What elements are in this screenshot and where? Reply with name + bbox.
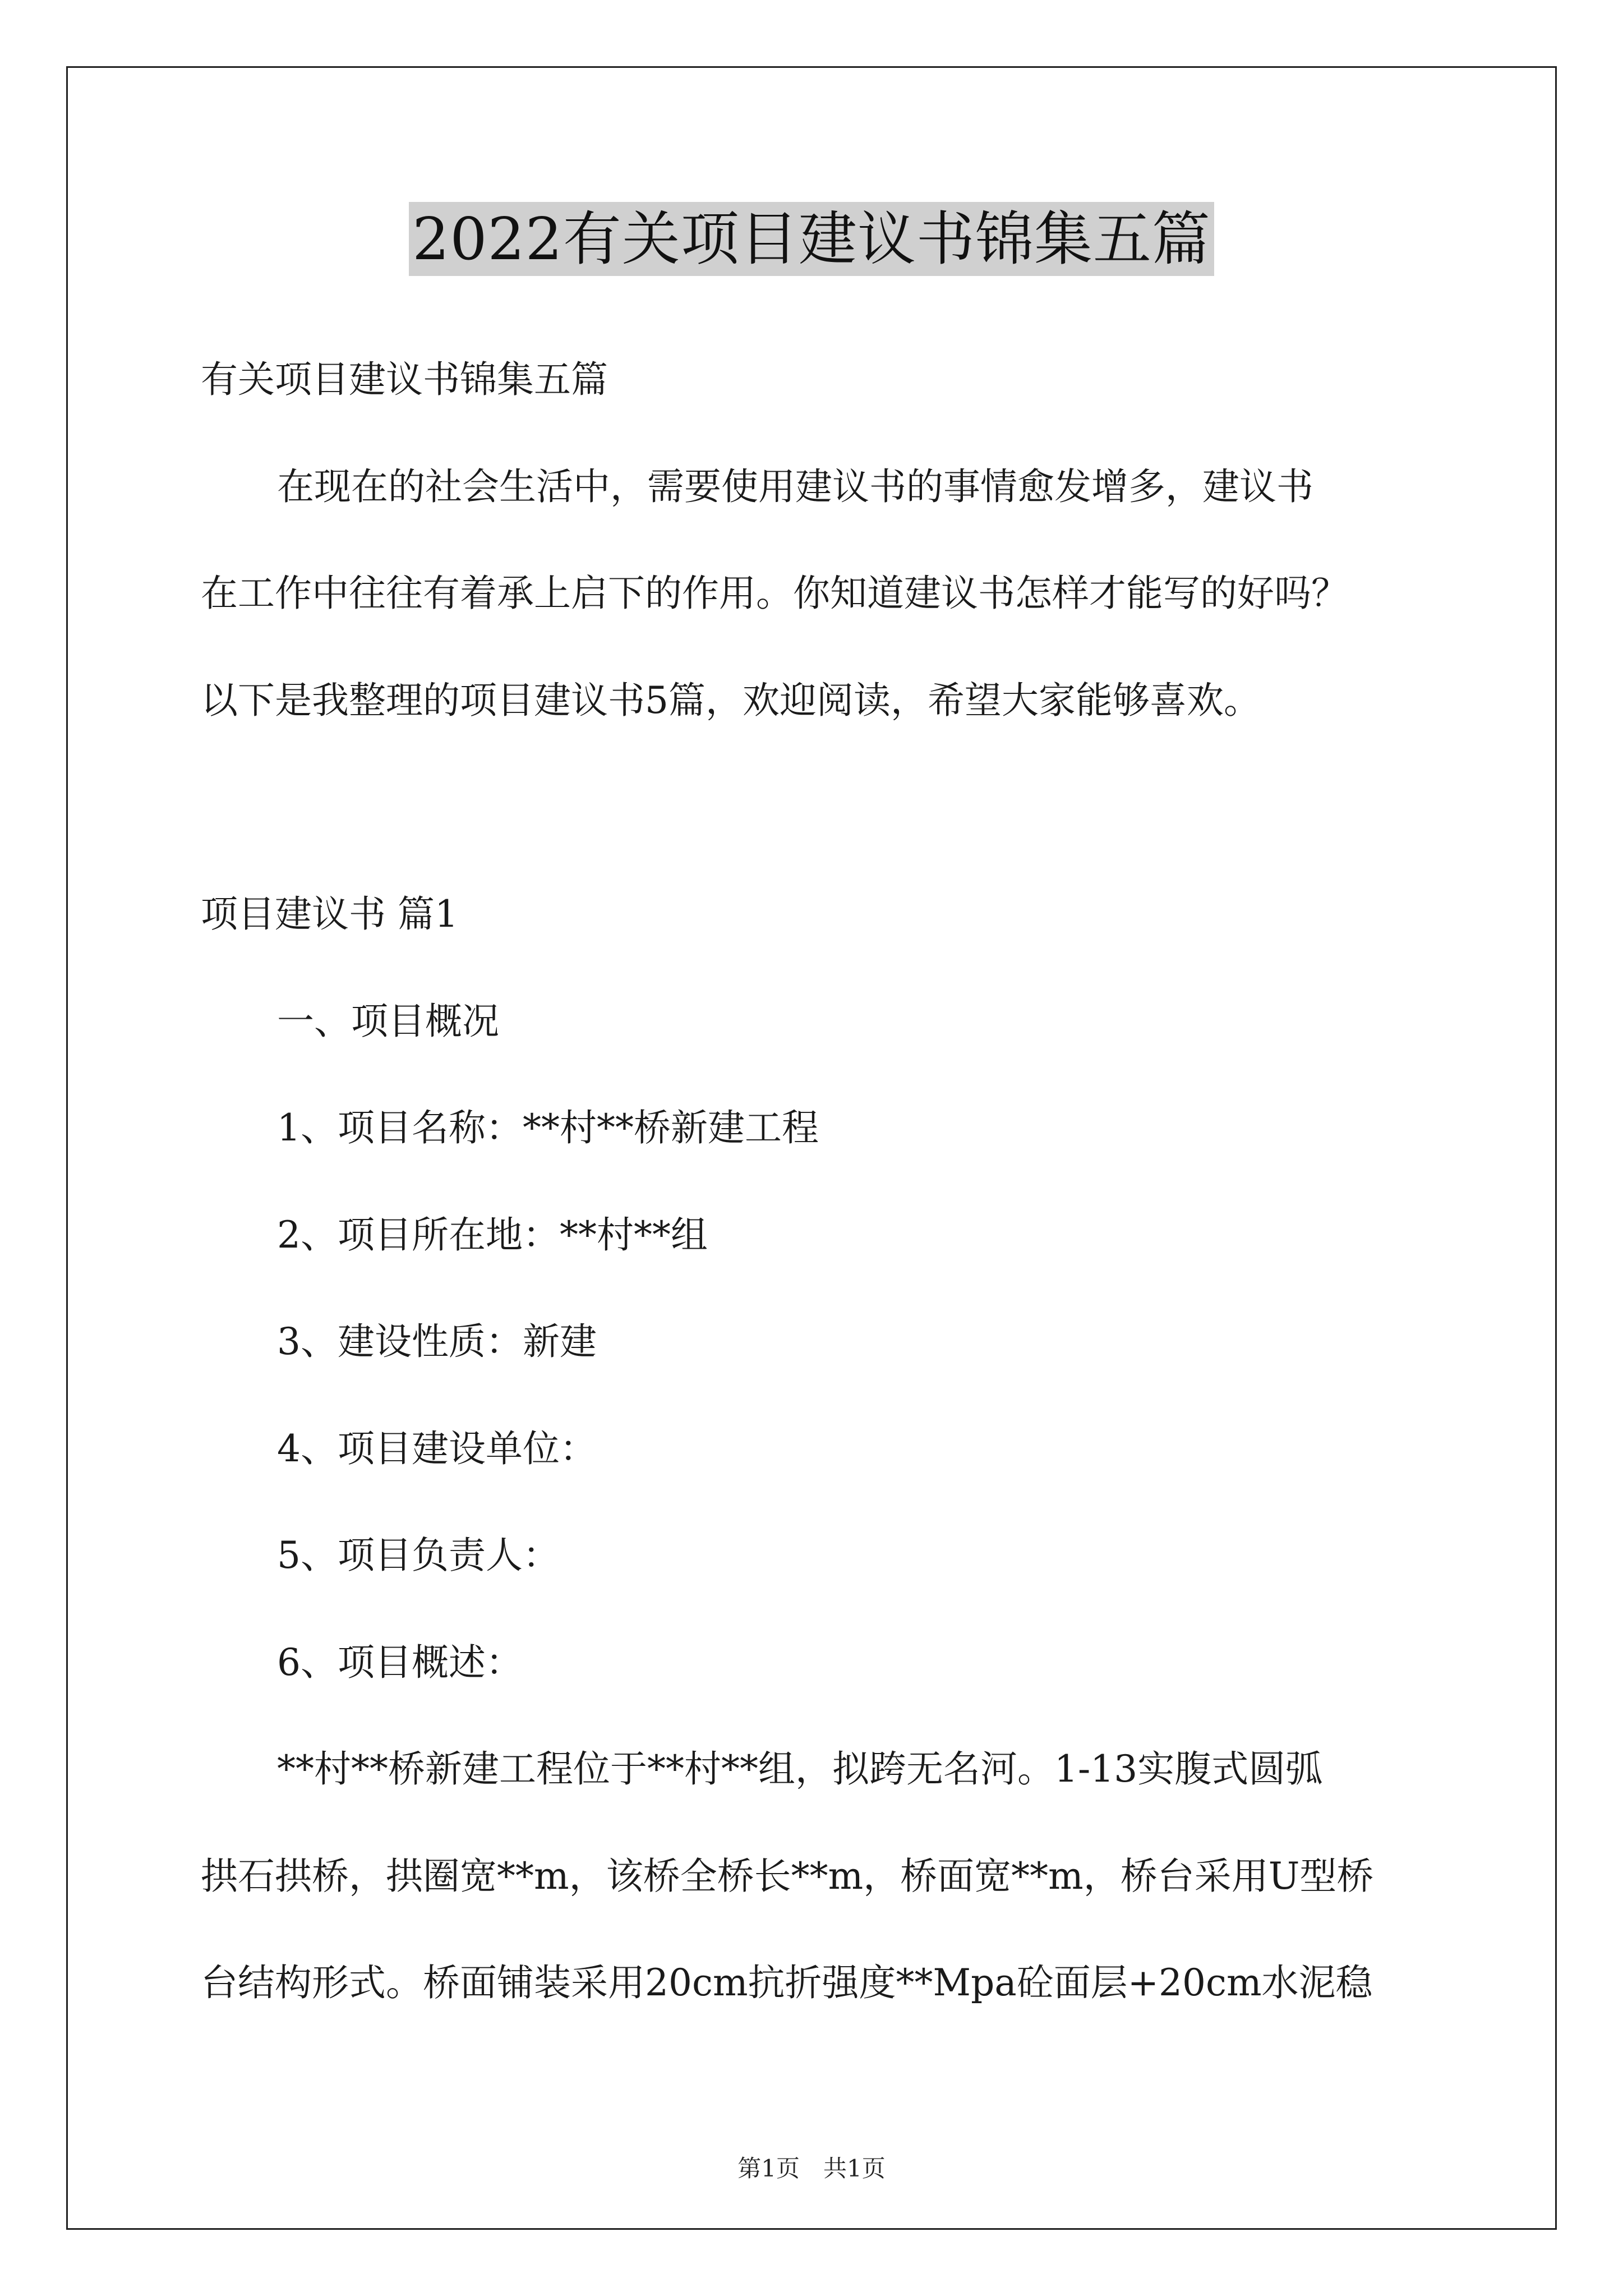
intro-line: 以下是我整理的项目建议书5篇，欢迎阅读，希望大家能够喜欢。 [201,679,1261,722]
document-subtitle: 有关项目建议书锦集五篇 [201,358,608,401]
body-line: 台结构形式。桥面铺装采用20cm抗折强度**Mpa砼面层+20cm水泥稳 [201,1961,1373,2004]
body-line: **村**桥新建工程位于**村**组，拟跨无名河。1-13实腹式圆弧 [277,1747,1323,1791]
list-item: 5、项目负责人： [277,1534,560,1577]
list-item: 一、项目概况 [277,1000,499,1043]
page-footer: 第1页 共1页 [737,2155,886,2182]
section-heading: 项目建议书 篇1 [201,892,458,936]
document-title: 2022有关项目建议书锦集五篇 [409,202,1214,276]
intro-line: 在工作中往往有着承上启下的作用。你知道建议书怎样才能写的好吗？ [201,572,1348,615]
list-item: 6、项目概述： [277,1641,523,1684]
list-item: 2、项目所在地：**村**组 [277,1213,708,1257]
list-item: 1、项目名称：**村**桥新建工程 [277,1106,819,1149]
intro-line: 在现在的社会生活中，需要使用建议书的事情愈发增多，建议书 [277,465,1313,508]
title-block [0,202,1623,276]
list-item: 3、建设性质：新建 [277,1320,597,1363]
body-line: 拱石拱桥，拱圈宽**m，该桥全桥长**m，桥面宽**m，桥台采用U型桥 [201,1855,1374,1898]
list-item: 4、项目建设单位： [277,1427,597,1470]
